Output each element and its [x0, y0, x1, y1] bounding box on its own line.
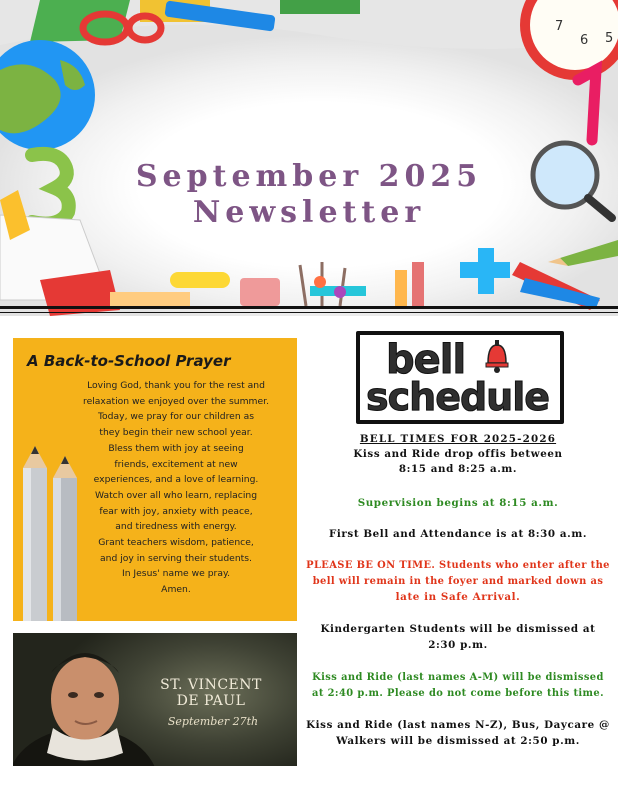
- prayer-line: Today, we pray for our children as: [98, 411, 254, 423]
- bell-schedule-logo-inner: [360, 335, 560, 420]
- supervision-time: Supervision begins at 8:15 a.m.: [357, 497, 559, 509]
- kindergarten-dismissal-line2: 2:30 p.m.: [428, 639, 488, 651]
- prayer-title: A Back-to-School Prayer: [27, 352, 231, 370]
- on-time-notice-line2: bell will remain in the foyer and marked down as: [312, 576, 604, 587]
- kiss-ride-dropoff-line1: Kiss and Ride drop offis between: [353, 448, 563, 460]
- prayer-line: fear with joy, anxiety with peace,: [99, 505, 253, 517]
- prayer-text: [65, 378, 287, 598]
- prayer-line: they begin their new school year.: [99, 427, 253, 439]
- logo-word-schedule: schedule: [366, 375, 550, 419]
- prayer-line: and tiredness with energy.: [115, 521, 237, 533]
- logo-word-bell: bell: [386, 337, 466, 383]
- newsletter-title-line2: Newsletter: [192, 195, 426, 230]
- st-vincent-feast-card: [13, 633, 297, 766]
- first-bell-time: First Bell and Attendance is at 8:30 a.m.: [328, 528, 588, 540]
- feast-date: September 27th: [167, 715, 259, 728]
- saint-name: [141, 677, 281, 709]
- kiss-ride-am-dismissal-line2: at 2:40 p.m. Please do not come before this time.: [312, 688, 604, 699]
- header-banner: [0, 0, 618, 316]
- kiss-ride-nz-dismissal-line1: Kiss and Ride (last names N-Z), Bus, Daycare @: [306, 719, 610, 731]
- svg-text:6: 6: [580, 33, 589, 48]
- red-bell-icon: [482, 339, 512, 375]
- kiss-ride-nz-dismissal-line2: Walkers will be dismissed at 2:50 p.m.: [336, 735, 580, 747]
- number-one-icon: [578, 70, 596, 140]
- prayer-line: In Jesus' name we pray.: [121, 568, 230, 580]
- kiss-ride-dropoff-line2: 8:15 and 8:25 a.m.: [398, 463, 518, 475]
- divider-thin: [0, 312, 618, 313]
- saint-name-line2: DE PAUL: [176, 693, 246, 709]
- kindergarten-dismissal-line1: Kindergarten Students will be dismissed at: [320, 623, 596, 635]
- bell-schedule-logo: [356, 331, 564, 424]
- prayer-line: friends, excitement at new: [114, 458, 238, 470]
- svg-text:7: 7: [555, 19, 564, 34]
- prayer-line: relaxation we enjoyed over the summer.: [83, 395, 269, 407]
- svg-text:5: 5: [605, 31, 614, 46]
- ruler-icon: [30, 0, 130, 42]
- plus-icon: [460, 248, 510, 294]
- prayer-line: Watch over all who learn, replacing: [94, 489, 258, 501]
- kiss-ride-am-dismissal-line1: Kiss and Ride (last names A-M) will be dismissed: [312, 672, 604, 683]
- saint-name-line1: ST. VINCENT: [160, 677, 262, 693]
- newsletter-title-line1: September 2025: [135, 159, 483, 194]
- eraser-icon: [240, 278, 280, 306]
- minus-icon: [170, 272, 230, 288]
- divider-thick: [0, 306, 618, 309]
- back-to-school-prayer-card: [13, 338, 297, 621]
- bell-times-heading: BELL TIMES FOR 2025-2026: [359, 433, 557, 445]
- on-time-notice-line1: PLEASE BE ON TIME. Students who enter after the: [306, 560, 610, 571]
- on-time-notice-line3: late in Safe Arrival.: [395, 591, 521, 603]
- prayer-line: Grant teachers wisdom, patience,: [98, 537, 254, 549]
- pen-icon: [280, 0, 360, 14]
- prayer-line: Bless them with joy at seeing: [108, 442, 244, 454]
- prayer-line: Loving God, thank you for the rest and: [87, 380, 265, 391]
- pencil-icon: [560, 240, 618, 266]
- school-supplies-illustration: [0, 0, 618, 316]
- prayer-line: Amen.: [161, 584, 191, 596]
- prayer-line: experiences, and a love of learning.: [93, 474, 259, 486]
- prayer-line: and joy in serving their students.: [100, 552, 252, 564]
